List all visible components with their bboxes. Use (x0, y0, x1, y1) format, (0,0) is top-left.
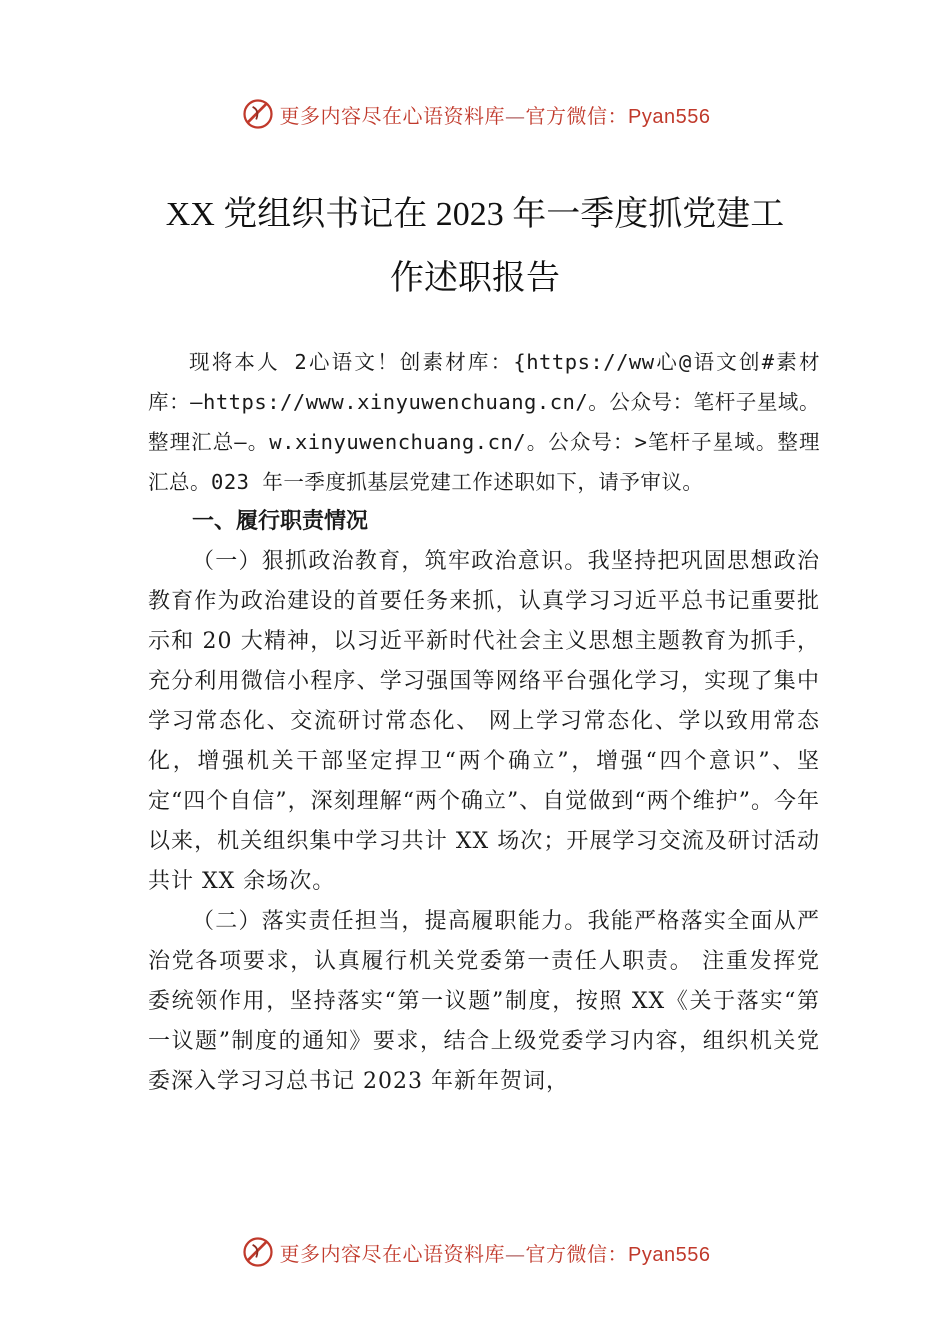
banner-wechat-id: Pyan556 (628, 1243, 711, 1266)
intro-paragraph: 现将本人 2心语文！创素材库：{https://ww心@语文创#素材库：—https://www.xinyuwenchuang.cn/。公众号：笔杆子星域。整理汇总—。w.xinyuwenchuang.cn/。公众号：>笔杆子星域。整理汇总。023 年一季度抓基层党建工作述职如下，请予审议。 (148, 350, 820, 494)
document-body (148, 342, 820, 1102)
banner-separator: — (505, 103, 526, 128)
document-title (0, 183, 950, 311)
banner-text (280, 100, 711, 129)
footer-watermark-banner (0, 1232, 950, 1272)
seal-logo-icon (240, 96, 276, 132)
banner-text (280, 1238, 711, 1267)
paragraph-2: （二）落实责任担当，提高履职能力。我能严格落实全面从严治党各项要求，认真履行机关党委第一责任人职责。 注重发挥党委统领作用，坚持落实“第一议题”制度，按照 XX《关于落实“第一议题”制度的通知》要求，结合上级党委学习内容，组织机关党委深入学习习总书记 2023 年新年贺词， (148, 909, 820, 1094)
banner-main-text: 更多内容尽在心语资料库 (279, 1241, 506, 1266)
title-line-2: 作述职报告 (390, 260, 560, 297)
paragraph-1: （一）狠抓政治教育，筑牢政治意识。我坚持把巩固思想政治教育作为政治建设的首要任务来抓，认真学习习近平总书记重要批示和 20 大精神，以习近平新时代社会主义思想主题教育为抓手，充分利用微信小程序、学习强国等网络平台强化学习，实现了集中学习常态化、交流研讨常态化、 网上学习常态化、学以致用常态化，增强机关干部坚定捍卫“两个确立”，增强“四个意识”、坚定“四个自信”，深刻理解“两个确立”、自觉做到“两个维护”。今年以来，机关组织集中学习共计 XX 场次；开展学习交流及研讨活动共计 XX 余场次。 (148, 549, 820, 894)
banner-main-text: 更多内容尽在心语资料库 (279, 103, 506, 128)
title-line-1: XX 党组织书记在 2023 年一季度抓党建工 (165, 196, 785, 233)
header-watermark-banner (0, 94, 950, 134)
seal-logo-icon (240, 1234, 276, 1270)
banner-wechat-label: 官方微信： (525, 103, 629, 128)
banner-separator: — (505, 1241, 526, 1266)
banner-wechat-label: 官方微信： (525, 1241, 629, 1266)
section-heading-1: 一、履行职责情况 (192, 509, 369, 534)
banner-wechat-id: Pyan556 (628, 105, 711, 128)
